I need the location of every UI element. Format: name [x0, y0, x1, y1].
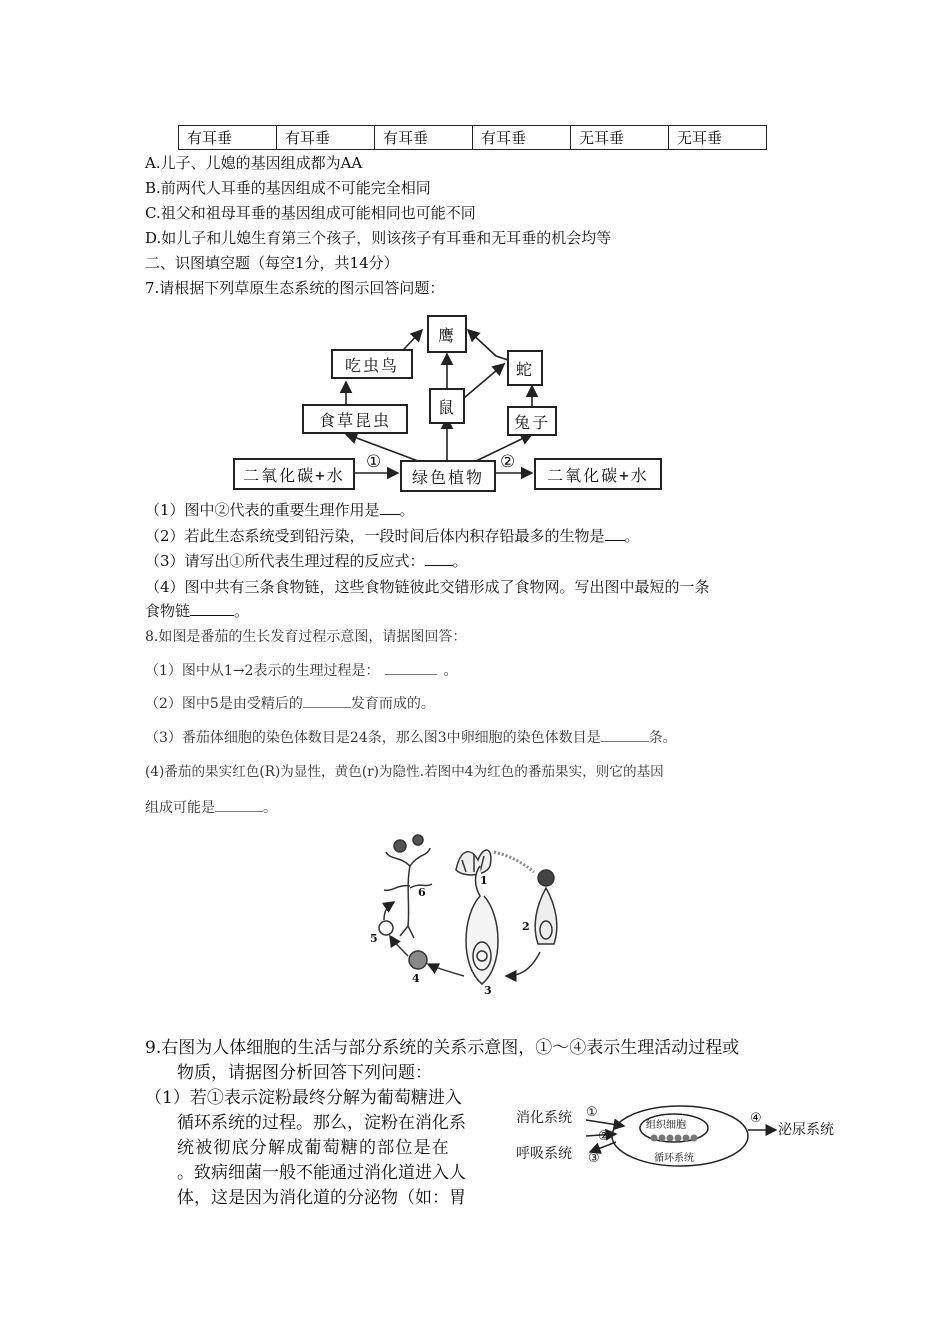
plant-box: 绿色植物	[400, 460, 496, 492]
circulation-label: 循环系统	[654, 1153, 694, 1164]
respiratory-label: 呼吸系统	[516, 1146, 572, 1162]
q8-1-text: （1）图中从1→2表示的生理过程是：	[145, 663, 380, 679]
table-cell: 无耳垂	[571, 126, 669, 150]
option-d: D.如儿子和儿媳生育第三个孩子，则该孩子有耳垂和无耳垂的机会均等	[145, 229, 612, 247]
q8-3-end: 条。	[648, 730, 677, 746]
left-co2-box: 二氧化碳+水	[233, 458, 355, 490]
answer-blank[interactable]	[385, 674, 437, 675]
arrow-label-4: ④	[750, 1111, 762, 1126]
stage-label-3: 3	[484, 984, 492, 997]
q8-title: 8.如图是番茄的生长发育过程示意图，请据图回答：	[145, 629, 467, 645]
eagle-box: 鹰	[427, 315, 467, 353]
table-cell: 有耳垂	[179, 126, 277, 150]
table-row	[179, 126, 767, 150]
arrow-label-2: ②	[598, 1129, 610, 1144]
q9-p1: （1）若①表示淀粉最终分解为葡萄糖进入	[145, 1088, 462, 1108]
q7-3-text: （3）请写出①所代表生理过程的反应式：	[145, 552, 425, 570]
section-heading: 二、识图填空题（每空1分，共14分）	[145, 254, 399, 272]
q7-1-text: （1）图中②代表的重要生理作用是	[145, 501, 380, 519]
answer-blank[interactable]	[425, 565, 453, 566]
mouse-box: 鼠	[429, 388, 465, 424]
table-cell: 无耳垂	[669, 126, 767, 150]
answer-blank[interactable]	[303, 707, 351, 708]
tomato-life-cycle-figure	[370, 826, 570, 998]
q7-4b	[145, 601, 249, 621]
q9-line1: 9.右图为人体细胞的生活与部分系统的关系示意图，①～④表示生理活动过程或	[145, 1038, 740, 1058]
option-b: B.前两代人耳垂的基因组成不可能完全相同	[145, 179, 431, 197]
answer-blank[interactable]	[601, 741, 649, 742]
q7-1	[145, 500, 415, 520]
q7-2-end: 。	[624, 527, 640, 545]
q7-2-text: （2）若此生态系统受到铅污染，一段时间后体内积存铅最多的生物是	[145, 527, 605, 545]
q8-4a: (4)番茄的果实红色(R)为显性，黄色(r)为隐性.若图中4为红色的番茄果实，则它的基因	[145, 764, 664, 780]
stage-label-4: 4	[412, 972, 420, 985]
q8-2	[145, 694, 435, 714]
q7-1-end: 。	[399, 501, 415, 519]
q8-2-end: 发育而成的。	[350, 696, 435, 712]
insect-box: 食草昆虫	[302, 404, 408, 434]
ear-table	[178, 125, 767, 150]
q7-title: 7.请根据下列草原生态系统的图示回答问题：	[145, 279, 445, 297]
answer-blank[interactable]	[605, 540, 625, 541]
q7-3-end: 。	[452, 552, 468, 570]
q8-2-text: （2）图中5是由受精后的	[145, 696, 303, 712]
circle-two-label: ②	[500, 452, 516, 472]
q7-2	[145, 526, 640, 546]
q9-line2: 物质，请据图分析回答下列问题：	[177, 1063, 432, 1083]
option-c: C.祖父和祖母耳垂的基因组成可能相同也可能不同	[145, 204, 476, 222]
tissue-cell-label: 组织细胞	[646, 1120, 686, 1131]
q8-4b-end: 。	[263, 800, 277, 816]
stage-label-1: 1	[480, 874, 488, 887]
q7-4a: （4）图中共有三条食物链，这些食物链彼此交错形成了食物网。写出图中最短的一条	[145, 578, 710, 596]
bird-box: 吃虫鸟	[331, 349, 413, 379]
q8-1-end: 。	[443, 663, 458, 679]
q8-3-text: （3）番茄体细胞的染色体数目是24条，那么图3中卵细胞的染色体数目是	[145, 730, 601, 746]
urinary-label: 泌尿系统	[778, 1122, 834, 1138]
snake-box: 蛇	[507, 350, 543, 386]
answer-blank[interactable]	[380, 514, 400, 515]
answer-blank[interactable]	[215, 811, 263, 812]
q9-p3: 统被彻底分解成葡萄糖的部位是在	[177, 1138, 450, 1158]
arrow-label-1: ①	[586, 1105, 598, 1120]
q9-p2: 循环系统的过程。那么，淀粉在消化系	[177, 1113, 466, 1133]
answer-blank[interactable]	[190, 615, 234, 616]
table-cell: 有耳垂	[375, 126, 473, 150]
table-cell: 有耳垂	[277, 126, 375, 150]
q8-4b-text: 组成可能是	[145, 800, 215, 816]
q8-3	[145, 728, 677, 748]
circle-one-label: ①	[366, 452, 382, 472]
stage-label-5: 5	[370, 932, 378, 945]
right-co2-box: 二氧化碳+水	[534, 458, 662, 490]
q7-4b-text: 食物链	[145, 602, 191, 620]
stage-label-2: 2	[522, 920, 530, 933]
q9-p5: 体，这是因为消化道的分泌物（如：胃	[177, 1188, 466, 1208]
q7-4b-end: 。	[234, 602, 250, 620]
q7-3	[145, 551, 468, 571]
digestive-label: 消化系统	[516, 1110, 572, 1126]
q8-1	[145, 661, 457, 681]
rabbit-box: 兔子	[507, 406, 557, 436]
stage-label-6: 6	[418, 886, 426, 899]
q9-p4: 。致病细菌一般不能通过消化道进入人	[177, 1163, 466, 1183]
q8-4b	[145, 798, 277, 818]
table-cell: 有耳垂	[473, 126, 571, 150]
arrow-label-3: ③	[588, 1151, 600, 1166]
body-systems-diagram	[512, 1096, 834, 1180]
option-a: A.儿子、儿媳的基因组成都为AA	[145, 154, 363, 172]
